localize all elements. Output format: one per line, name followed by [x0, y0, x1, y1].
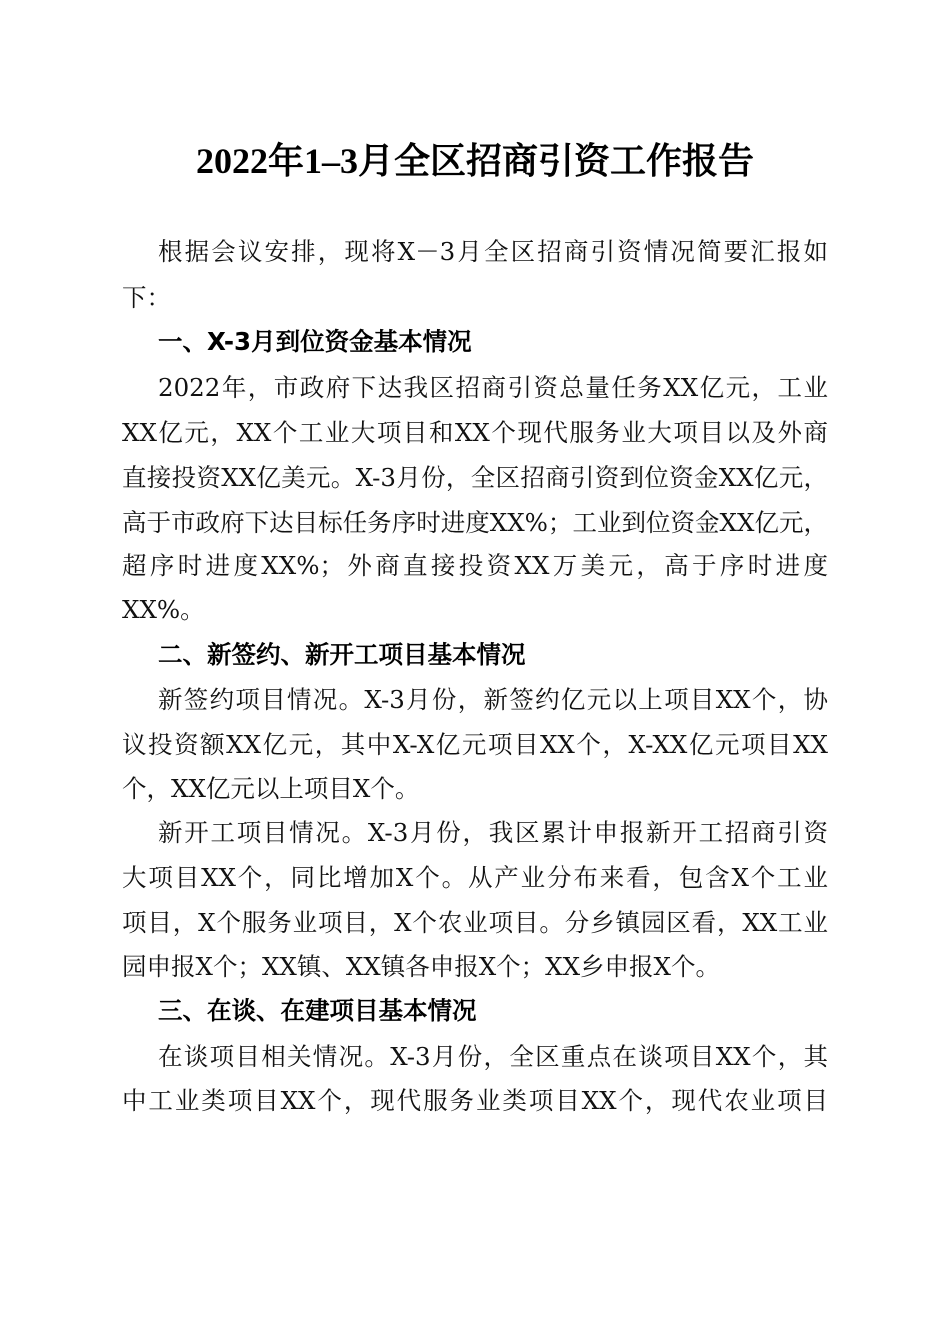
intro-line: 根据会议安排，现将X－3月全区招商引资情况简要汇报如 [158, 237, 828, 266]
section-heading-3: 三、在谈、在建项目基本情况 [158, 996, 477, 1025]
paragraph-line: 高于市政府下达目标任务序时进度XX%；工业到位资金XX亿元， [122, 508, 828, 537]
paragraph-line: 超序时进度XX%；外商直接投资XX万美元，高于序时进度 [122, 551, 828, 580]
paragraph-line: 个，XX亿元以上项目X个。 [122, 774, 420, 803]
paragraph-line: 大项目XX个，同比增加X个。从产业分布来看，包含X个工业 [122, 863, 828, 892]
paragraph-line: XX亿元，XX个工业大项目和XX个现代服务业大项目以及外商 [122, 418, 828, 447]
section-heading-2: 二、新签约、新开工项目基本情况 [158, 640, 526, 669]
paragraph-line: 园申报X个；XX镇、XX镇各申报X个；XX乡申报X个。 [122, 952, 720, 981]
paragraph-line: 议投资额XX亿元，其中X-X亿元项目XX个，X-XX亿元项目XX [122, 730, 828, 759]
document-title: 2022年1–3月全区招商引资工作报告 [195, 141, 754, 181]
section-heading-1: 一、X-3月到位资金基本情况 [158, 327, 472, 356]
paragraph-line: XX%。 [122, 595, 205, 624]
paragraph-line: 在谈项目相关情况。X-3月份，全区重点在谈项目XX个，其 [158, 1042, 828, 1071]
paragraph-line: 新开工项目情况。X-3月份，我区累计申报新开工招商引资 [158, 818, 828, 847]
paragraph-line: 项目，X个服务业项目，X个农业项目。分乡镇园区看，XX工业 [122, 908, 828, 937]
paragraph-line: 新签约项目情况。X-3月份，新签约亿元以上项目XX个，协 [158, 685, 828, 714]
intro-line: 下： [122, 283, 171, 312]
paragraph-line: 直接投资XX亿美元。X-3月份，全区招商引资到位资金XX亿元， [122, 463, 828, 492]
paragraph-line: 中工业类项目XX个，现代服务业类项目XX个，现代农业项目 [122, 1086, 828, 1115]
paragraph-line: 2022年，市政府下达我区招商引资总量任务XX亿元，工业 [158, 373, 828, 402]
